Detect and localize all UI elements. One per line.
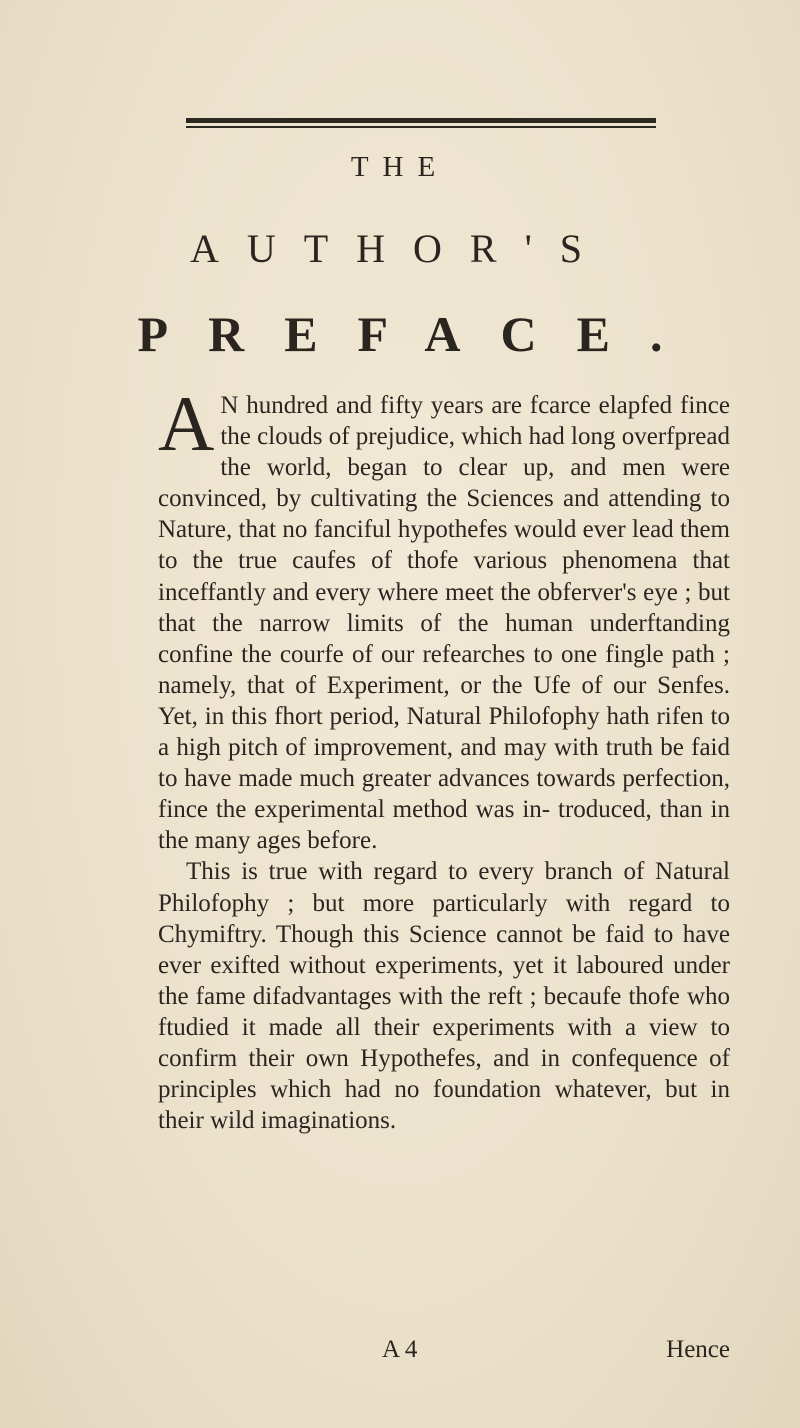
header-rule xyxy=(186,118,656,130)
title-line-the: THE xyxy=(350,151,450,183)
thick-rule-line xyxy=(186,118,656,123)
thin-rule-line xyxy=(186,126,656,128)
paragraph-2: This is true with regard to every branch of Natural Philofophy ; but more particularly with regard to Chymiftry. Though this Science cannot be faid to have ever exifted without experiments, yet it laboured under the fame difadvantages with the reft ; becaufe thofe who ftudied it made all their experiments with a view to confirm their own Hypothefes, and in confequence of principles which had no foundation whatever, but in their wild imaginations. xyxy=(158,858,730,1135)
paragraph-1-text: fince the clouds of prejudice, which had long overfpread the world, began to clear up, and men were convinced, by cultivating the Sciences and attending to Nature, that no fanciful hypothefes would ever lead them to the true caufes of thofe various phenomena that inceffantly and every where meet the obferver's eye ; but that the narrow limits of the human underftanding confine the courfe of our refearches to one fingle path ; namely, that of Experiment, or the Ufe of our Senfes. Yet, in this fhort period, Natural Philofophy hath rifen to a high pitch of improvement, and may with truth be faid to have made much greater advances towards perfection, fince the experimental method was in- troduced, than in the many ages before. xyxy=(158,392,730,855)
catchword: Hence xyxy=(666,1336,730,1363)
paragraph-1-lead: N hundred and fifty years are fcarce elapfed xyxy=(220,392,673,419)
preface-text xyxy=(158,380,730,1136)
paragraph-1 xyxy=(158,380,730,856)
title-line-preface: PREFACE. xyxy=(137,306,703,362)
signature-mark: A 4 xyxy=(382,1336,418,1363)
title-line-authors: AUTHOR'S xyxy=(189,226,611,271)
drop-cap: A xyxy=(158,380,215,467)
page-footer xyxy=(158,1336,730,1370)
